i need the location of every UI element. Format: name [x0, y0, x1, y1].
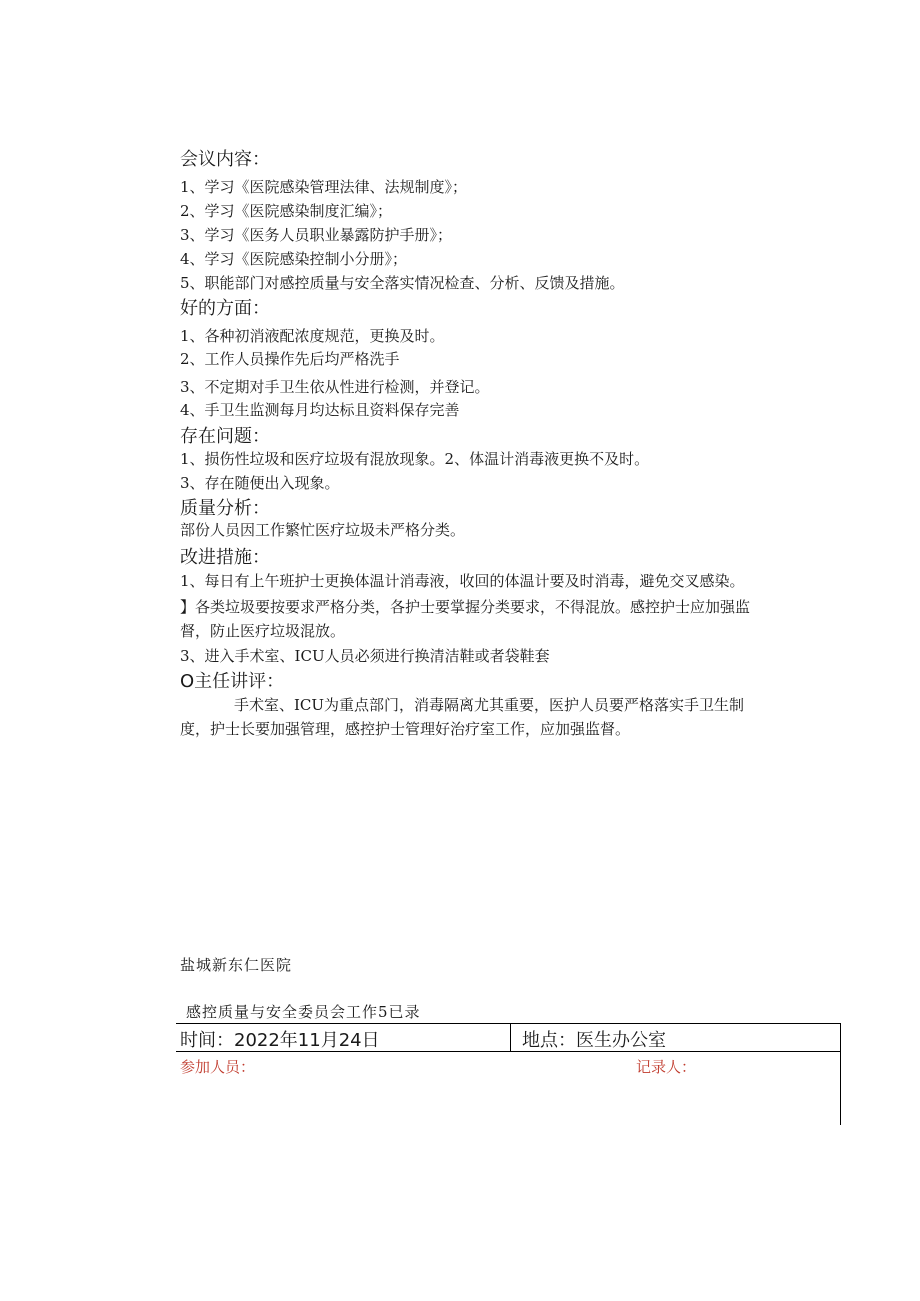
meeting-heading: 会议内容： [180, 149, 270, 170]
good-item-4: 4、手卫生监测每月均达标且资料保存完善 [180, 401, 460, 419]
director-line-1: 手术室、ICU为重点部门，消毒隔离尤其重要，医护人员要严格落实手卫生制 [234, 696, 745, 714]
analysis-heading: 质量分析： [180, 498, 270, 519]
problems-item-1: 1、损伤性垃圾和医疗垃圾有混放现象。2、体温计消毒液更换不及时。 [180, 450, 650, 468]
recorder-label: 记录人： [636, 1058, 697, 1076]
problems-heading: 存在问题： [180, 426, 270, 447]
good-item-1: 1、各种初消液配浓度规范，更换及时。 [180, 327, 445, 345]
meeting-location: 地点：医生办公室 [522, 1030, 666, 1051]
record-title: 感控质量与安全委员会工作5已录 [186, 1003, 421, 1021]
table-top-border [176, 1023, 841, 1024]
improve-item-2-line-1: 】各类垃圾要按要求严格分类，各护士要掌握分类要求，不得混放。感控护士应加强监 [180, 598, 751, 616]
improve-item-2-line-2: 督，防止医疗垃圾混放。 [180, 622, 346, 640]
hospital-name: 盐城新东仁医院 [180, 956, 293, 974]
meeting-item-2: 2、学习《医院感染制度汇编》； [180, 202, 393, 220]
good-item-3: 3、不定期对手卫生依从性进行检测，并登记。 [180, 378, 490, 396]
participants-label: 参加人员： [180, 1058, 256, 1076]
meeting-item-4: 4、学习《医院感染控制小分册》； [180, 250, 408, 268]
meeting-item-5: 5、职能部门对感控质量与安全落实情况检查、分析、反馈及措施。 [180, 274, 625, 292]
director-heading: O主任讲评： [180, 671, 285, 692]
table-column-divider [510, 1023, 511, 1051]
good-item-2: 2、工作人员操作先后均严格洗手 [180, 350, 400, 368]
improve-heading: 改进措施： [180, 547, 270, 568]
meeting-item-3: 3、学习《医务人员职业暴露防护手册》； [180, 226, 453, 244]
problems-item-2: 3、存在随便出入现象。 [180, 474, 340, 492]
analysis-text: 部份人员因工作繁忙医疗垃圾未严格分类。 [180, 521, 466, 539]
meeting-item-1: 1、学习《医院感染管理法律、法规制度》； [180, 178, 468, 196]
meeting-time: 时间：2022年11月24日 [180, 1030, 380, 1051]
good-heading: 好的方面： [180, 298, 270, 319]
improve-item-1: 1、每日有上午班护士更换体温计消毒液，收回的体温计要及时消毒，避免交叉感染。 [180, 572, 745, 590]
table-right-border [840, 1023, 841, 1125]
improve-item-3: 3、进入手术室、ICU人员必须进行换清洁鞋或者袋鞋套 [180, 647, 550, 665]
director-line-2: 度，护士长要加强管理，感控护士管理好治疗室工作，应加强监督。 [180, 720, 631, 738]
